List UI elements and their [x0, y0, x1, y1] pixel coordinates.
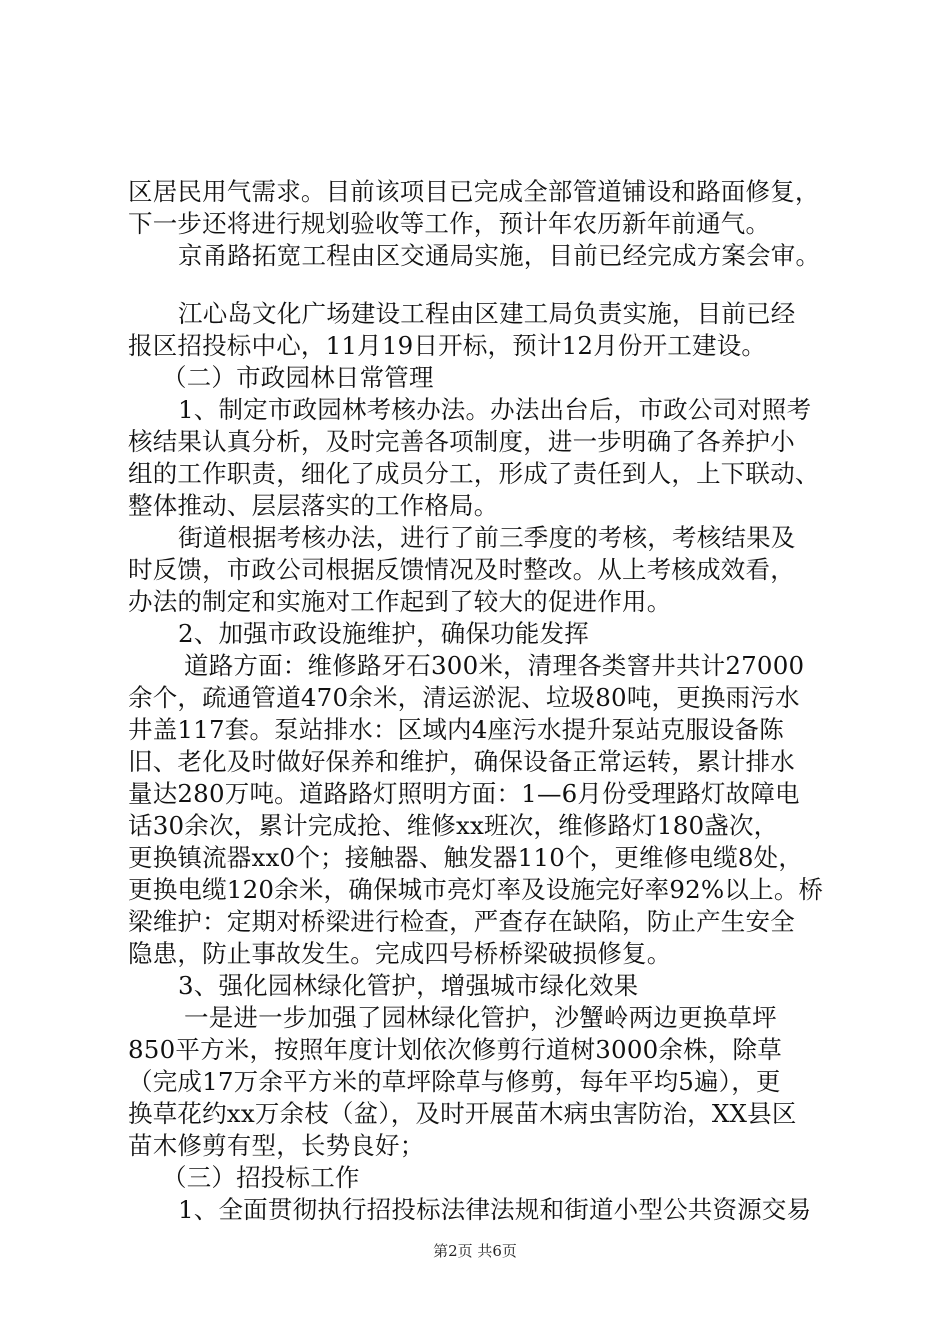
text-line: 梁维护：定期对桥梁进行检查，严查存在缺陷，防止产生安全 [128, 907, 795, 936]
text-line: 话30余次，累计完成抢、维修xx班次，维修路灯180盏次， [128, 811, 779, 840]
text-line: 办法的制定和实施对工作起到了较大的促进作用。 [128, 587, 672, 616]
text-line: 区居民用气需求。目前该项目已完成全部管道铺设和路面修复， [128, 177, 820, 206]
text-line: 隐患，防止事故发生。完成四号桥桥梁破损修复。 [128, 939, 672, 968]
text-line: 更换镇流器xx0个；接触器、触发器110个，更维修电缆8处， [128, 843, 804, 872]
subsection-heading: 3、强化园林绿化管护，增强城市绿化效果 [178, 971, 639, 1000]
text-line: 江心岛文化广场建设工程由区建工局负责实施，目前已经 [178, 299, 796, 328]
text-line: 井盖117套。泵站排水：区域内4座污水提升泵站克服设备陈 [128, 715, 784, 744]
text-line: 时反馈，市政公司根据反馈情况及时整改。从上考核成效看， [128, 555, 795, 584]
text-line: 京甬路拓宽工程由区交通局实施，目前已经完成方案会审。 [178, 241, 821, 270]
text-line: 苗木修剪有型，长势良好； [128, 1131, 425, 1160]
text-line: 整体推动、层层落实的工作格局。 [128, 491, 499, 520]
text-line: 组的工作职责，细化了成员分工，形成了责任到人，上下联动、 [128, 459, 820, 488]
text-line: 余个，疏通管道470余米，清运淤泥、垃圾80吨，更换雨污水 [128, 683, 800, 712]
text-line: 850平方米，按照年度计划依次修剪行道树3000余株，除草 [128, 1035, 782, 1064]
text-line: 换草花约xx万余枝（盆），及时开展苗木病虫害防治，XX县区 [128, 1099, 797, 1128]
text-line: 道路方面：维修路牙石300米，清理各类窨井共计27000 [184, 651, 805, 680]
text-line: 量达280万吨。道路路灯照明方面：1—6月份受理路灯故障电 [128, 779, 800, 808]
text-line: 街道根据考核办法，进行了前三季度的考核，考核结果及 [178, 523, 796, 552]
text-line: 更换电缆120余米，确保城市亮灯率及设施完好率92%以上。桥 [128, 875, 824, 904]
page-number-footer: 第2页 共6页 [433, 1242, 517, 1260]
section-heading: （二）市政园林日常管理 [162, 363, 434, 392]
section-heading: （三）招投标工作 [162, 1163, 360, 1192]
text-line: 1、全面贯彻执行招投标法律法规和街道小型公共资源交易 [178, 1195, 812, 1224]
text-line: 报区招投标中心，11月19日开标，预计12月份开工建设。 [128, 331, 767, 360]
text-line: 1、制定市政园林考核办法。办法出台后，市政公司对照考 [178, 395, 812, 424]
subsection-heading: 2、加强市政设施维护，确保功能发挥 [178, 619, 589, 648]
text-line: 核结果认真分析，及时完善各项制度，进一步明确了各养护小 [128, 427, 795, 456]
text-line: 一是进一步加强了园林绿化管护，沙蟹岭两边更换草坪 [184, 1003, 777, 1032]
text-line: （完成17万余平方米的草坪除草与修剪，每年平均5遍），更 [128, 1067, 781, 1096]
text-line: 下一步还将进行规划验收等工作，预计年农历新年前通气。 [128, 209, 771, 238]
text-line: 旧、老化及时做好保养和维护，确保设备正常运转，累计排水 [128, 747, 795, 776]
